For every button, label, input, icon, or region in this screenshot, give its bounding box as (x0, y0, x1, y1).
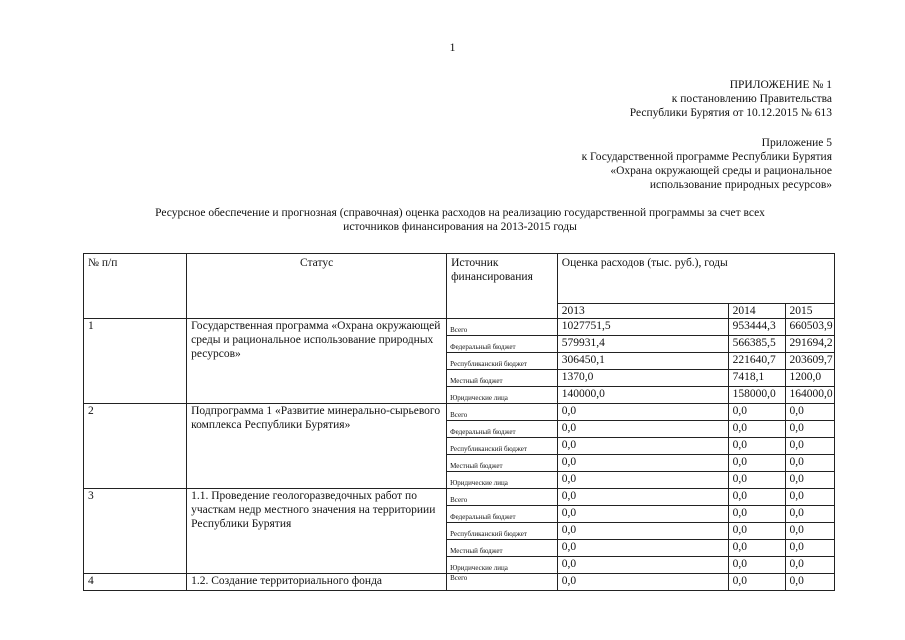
value-2014: 0,0 (728, 489, 785, 506)
value-2013: 0,0 (557, 540, 728, 557)
source-cell: Юридические лица (447, 387, 558, 404)
row-status: 1.2. Создание территориального фонда (187, 574, 447, 591)
value-2014: 0,0 (728, 540, 785, 557)
value-2013: 0,0 (557, 455, 728, 472)
value-2014: 0,0 (728, 421, 785, 438)
source-cell: Местный бюджет (447, 540, 558, 557)
row-num: 1 (84, 319, 187, 404)
value-2013: 579931,4 (557, 336, 728, 353)
value-2013: 0,0 (557, 574, 728, 591)
approval-block (630, 78, 832, 120)
source-cell: Всего (447, 574, 558, 591)
source-cell: Всего (447, 319, 558, 336)
appendix-line: к Государственной программе Республики Бурятия (581, 151, 832, 163)
source-cell: Местный бюджет (447, 455, 558, 472)
value-2013: 0,0 (557, 438, 728, 455)
value-2013: 0,0 (557, 506, 728, 523)
table-row (84, 489, 835, 506)
value-2015: 164000,0 (785, 387, 834, 404)
value-2014: 566385,5 (728, 336, 785, 353)
page-number: 1 (449, 40, 456, 54)
value-2014: 953444,3 (728, 319, 785, 336)
value-2014: 0,0 (728, 404, 785, 421)
value-2015: 0,0 (785, 523, 834, 540)
value-2013: 0,0 (557, 557, 728, 574)
value-2015: 0,0 (785, 540, 834, 557)
expenses-table (83, 253, 835, 591)
source-cell: Местный бюджет (447, 370, 558, 387)
source-cell: Федеральный бюджет (447, 421, 558, 438)
header-year-2014: 2014 (728, 304, 785, 319)
appendix-line: Приложение 5 (761, 137, 832, 149)
value-2015: 0,0 (785, 557, 834, 574)
value-2014: 7418,1 (728, 370, 785, 387)
header-status: Статус (187, 254, 447, 319)
value-2013: 140000,0 (557, 387, 728, 404)
value-2013: 306450,1 (557, 353, 728, 370)
approval-line: Республики Бурятия от 10.12.2015 № 613 (629, 107, 832, 119)
value-2015: 0,0 (785, 489, 834, 506)
source-cell: Республиканский бюджет (447, 438, 558, 455)
row-status: Подпрограмма 1 «Развитие минерально-сырьевого комплекса Республики Бурятия» (187, 404, 447, 489)
value-2014: 0,0 (728, 574, 785, 591)
appendix-line: «Охрана окружающей среды и рациональное (610, 165, 832, 177)
approval-line: к постановлению Правительства (671, 93, 832, 105)
value-2015: 0,0 (785, 404, 834, 421)
header-source: Источник финансирования (447, 254, 558, 319)
value-2013: 1370,0 (557, 370, 728, 387)
header-estimate: Оценка расходов (тыс. руб.), годы (557, 254, 834, 304)
appendix-block (582, 136, 832, 192)
value-2015: 660503,9 (785, 319, 834, 336)
value-2015: 0,0 (785, 455, 834, 472)
table-body (84, 319, 835, 591)
appendix-line: использование природных ресурсов» (649, 179, 832, 191)
table-row (84, 404, 835, 421)
value-2014: 0,0 (728, 557, 785, 574)
approval-line: ПРИЛОЖЕНИЕ № 1 (729, 79, 832, 91)
value-2014: 0,0 (728, 455, 785, 472)
source-cell: Республиканский бюджет (447, 523, 558, 540)
value-2014: 0,0 (728, 438, 785, 455)
value-2013: 0,0 (557, 489, 728, 506)
value-2015: 291694,2 (785, 336, 834, 353)
value-2015: 0,0 (785, 438, 834, 455)
table-row (84, 574, 835, 591)
header-year-2015: 2015 (785, 304, 834, 319)
title-line: источников финансирования на 2013-2015 годы (343, 221, 577, 233)
header-year-2013: 2013 (557, 304, 728, 319)
row-num: 3 (84, 489, 187, 574)
source-cell: Федеральный бюджет (447, 336, 558, 353)
source-cell: Федеральный бюджет (447, 506, 558, 523)
row-status: 1.1. Проведение геологоразведочных работ по участкам недр местного значения на территориии Республики Бурятия (187, 489, 447, 574)
value-2013: 0,0 (557, 404, 728, 421)
value-2015: 1200,0 (785, 370, 834, 387)
row-num: 2 (84, 404, 187, 489)
title-line: Ресурсное обеспечение и прогнозная (справочная) оценка расходов на реализацию государственной программы за счет всех (155, 207, 765, 219)
source-cell: Всего (447, 404, 558, 421)
value-2014: 0,0 (728, 472, 785, 489)
value-2015: 0,0 (785, 472, 834, 489)
value-2015: 0,0 (785, 574, 834, 591)
source-cell: Всего (447, 489, 558, 506)
document-title (90, 206, 830, 234)
header-num: № п/п (84, 254, 187, 319)
value-2013: 0,0 (557, 523, 728, 540)
table-row (84, 319, 835, 336)
value-2014: 0,0 (728, 523, 785, 540)
value-2015: 0,0 (785, 506, 834, 523)
source-cell: Юридические лица (447, 472, 558, 489)
source-cell: Республиканский бюджет (447, 353, 558, 370)
value-2013: 1027751,5 (557, 319, 728, 336)
row-num: 4 (84, 574, 187, 591)
value-2013: 0,0 (557, 472, 728, 489)
value-2014: 0,0 (728, 506, 785, 523)
value-2014: 221640,7 (728, 353, 785, 370)
value-2015: 203609,7 (785, 353, 834, 370)
value-2015: 0,0 (785, 421, 834, 438)
row-status: Государственная программа «Охрана окружающей среды и рациональное использование природных ресурсов» (187, 319, 447, 404)
value-2014: 158000,0 (728, 387, 785, 404)
source-cell: Юридические лица (447, 557, 558, 574)
value-2013: 0,0 (557, 421, 728, 438)
